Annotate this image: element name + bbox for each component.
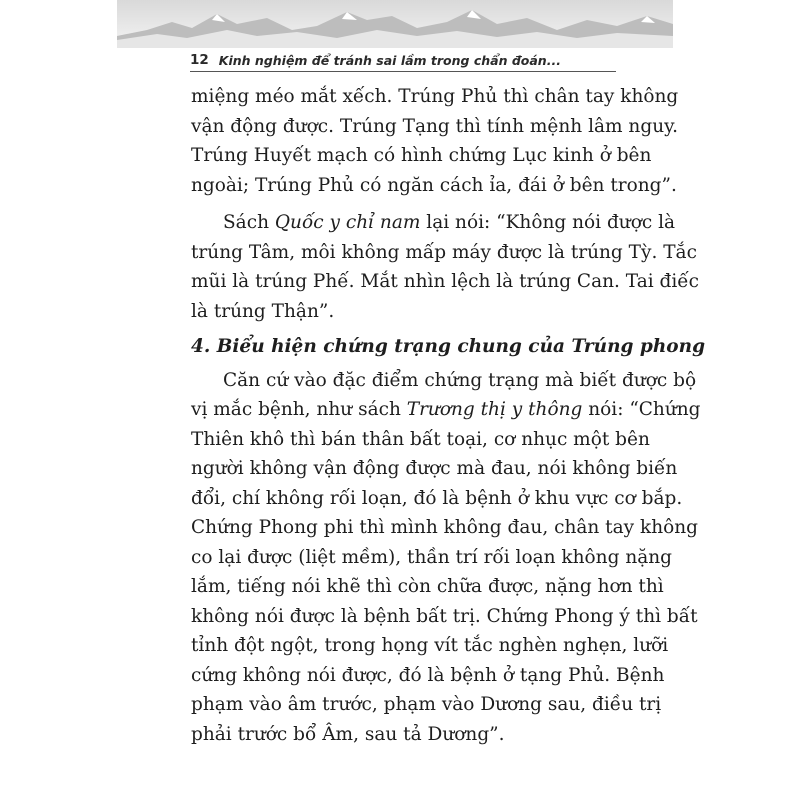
text-line: miệng méo mắt xếch. Trúng Phủ thì chân tay không (191, 86, 679, 107)
header-divider (190, 71, 616, 72)
text-line: Sách Quốc y chỉ nam lại nói: “Không nói được là (223, 212, 676, 233)
text-line: không nói được là bệnh bất trị. Chứng Phong ý thì bất (191, 605, 698, 627)
text-line: Thiên khô thì bán thân bất toại, cơ nhục một bên (191, 428, 650, 450)
text-line: phạm vào âm trước, phạm vào Dương sau, điều trị (191, 694, 662, 715)
text-line: lắm, tiếng nói khẽ thì còn chữa được, nặng hơn thì (191, 576, 664, 597)
text-line: Chứng Phong phi thì mình không đau, chân tay không (191, 517, 698, 538)
text-line: phải trước bổ Âm, sau tả Dương”. (191, 723, 505, 745)
text-line: mũi là trúng Phế. Mắt nhìn lệch là trúng Can. Tai điếc (191, 271, 700, 292)
text-line: là trúng Thận”. (191, 300, 335, 322)
text-line: Căn cứ vào đặc điểm chứng trạng mà biết được bộ (223, 369, 697, 391)
text-line: Trúng Huyết mạch có hình chứng Lục kinh ở bên (191, 145, 652, 166)
running-title: Kinh nghiệm để tránh sai lầm trong chẩn đoán... (218, 52, 561, 68)
paragraph-3 (191, 366, 701, 750)
paragraph-2 (191, 208, 700, 326)
book-title: Quốc y chỉ nam (274, 212, 421, 233)
text-line: cứng không nói được, đó là bệnh ở tạng Phủ. Bệnh (191, 664, 665, 686)
book-title: Trương thị y thông (406, 399, 583, 420)
page-number: 12 (190, 52, 209, 68)
text-line: tỉnh đột ngột, trong họng vít tắc nghèn nghẹn, lưỡi (191, 635, 669, 656)
text-line: vị mắc bệnh, như sách Trương thị y thông nói: “Chứng (191, 399, 701, 420)
text-line: co lại được (liệt mềm), thần trí rối loạn không nặng (191, 546, 673, 568)
paragraph-1 (191, 82, 679, 200)
text-line: vận động được. Trúng Tạng thì tính mệnh lâm nguy. (191, 115, 678, 137)
text-line: người không vận động được mà đau, nói không biến (191, 458, 678, 479)
text-line: đổi, chí không rối loạn, đó là bệnh ở khu vực cơ bắp. (191, 487, 683, 509)
section-heading: 4. Biểu hiện chứng trạng chung của Trúng phong (191, 336, 706, 357)
body-text (191, 82, 706, 749)
text-line: trúng Tâm, môi không mấp máy được là trúng Tỳ. Tắc (191, 241, 697, 263)
running-header (190, 49, 620, 71)
mountain-banner-illustration (117, 0, 673, 48)
text-line: ngoài; Trúng Phủ có ngăn cách ỉa, đái ở bên trong”. (191, 174, 677, 196)
